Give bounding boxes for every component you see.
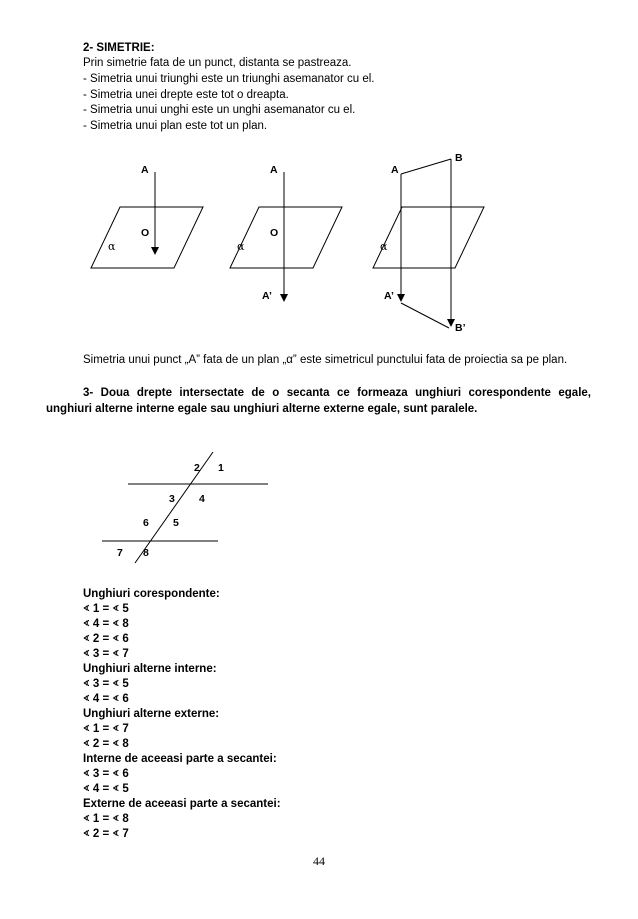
list-item: ∢ 1 = ∢ 7 [83,723,129,735]
list-item: ∢ 3 = ∢ 5 [83,678,129,690]
text-line: - Simetria unui triunghi este un triunghi asemanator cu el. [83,73,375,85]
angle-label: 8 [143,547,149,559]
label-o: O [141,227,150,239]
text-line: - Simetria unui unghi este un unghi asemanator cu el. [83,104,356,116]
list-heading: Interne de aceeasi parte a secantei: [83,753,277,765]
list-item: ∢ 1 = ∢ 5 [83,603,129,615]
angle-label: 6 [143,517,149,529]
text-line: Prin simetrie fata de un punct, distanta se pastreaza. [83,57,352,69]
label-b: B [455,152,463,164]
plane-alpha [373,207,484,268]
list-heading: Externe de aceeasi parte a secantei: [83,798,281,810]
label-b-prime: B’ [455,322,466,334]
text-line: - Simetria unei drepte este tot o dreapta. [83,89,289,101]
paragraph-line: unghiuri alterne interne egale sau unghiuri alterne externe egale, sunt paralele. [46,403,478,415]
figure-segment-symmetric [373,152,484,334]
list-item: ∢ 4 = ∢ 8 [83,618,129,630]
segment-ab [401,159,451,174]
list-item: ∢ 3 = ∢ 6 [83,768,129,780]
angle-label: 4 [199,493,205,505]
figure-caption: Simetria unui punct „A” fata de un plan „α” este simetricul punctului fata de proiectia sa pe plan. [83,354,568,366]
text-line: - Simetria unui plan este tot un plan. [83,120,268,132]
list-item: ∢ 2 = ∢ 8 [83,738,129,750]
section-3-paragraph [46,385,591,417]
list-item: ∢ 2 = ∢ 6 [83,633,129,645]
angle-figure [102,452,268,563]
list-heading: Unghiuri alterne interne: [83,663,217,675]
list-item: ∢ 3 = ∢ 7 [83,648,129,660]
segment-a-prime-b-prime [401,303,449,328]
label-a-prime: A’ [384,290,394,302]
label-alpha: α [237,240,245,253]
section-title-simetrie: 2- SIMETRIE: [83,42,155,54]
figure-point-plane [91,164,203,268]
label-a: A [270,164,278,176]
label-a: A [391,164,399,176]
figure-point-symmetric [230,164,342,302]
list-heading: Unghiuri alterne externe: [83,708,220,720]
plane-alpha [230,207,342,268]
page-number: 44 [313,854,325,868]
list-heading: Unghiuri corespondente: [83,588,220,600]
label-alpha: α [380,240,388,253]
angle-label: 3 [169,493,175,505]
label-a-prime: A’ [262,290,272,302]
label-o: O [270,227,279,239]
list-item: ∢ 4 = ∢ 5 [83,783,129,795]
angle-label: 7 [117,547,123,559]
label-alpha: α [108,240,116,253]
angle-label: 2 [194,462,200,474]
angle-label: 1 [218,462,224,474]
label-a: A [141,164,149,176]
list-item: ∢ 4 = ∢ 6 [83,693,129,705]
list-item: ∢ 1 = ∢ 8 [83,813,129,825]
angle-label: 5 [173,517,179,529]
list-item: ∢ 2 = ∢ 7 [83,828,129,840]
paragraph-line: 3- Doua drepte intersectate de o secanta ce formeaza unghiuri corespondente egale, [83,387,591,399]
